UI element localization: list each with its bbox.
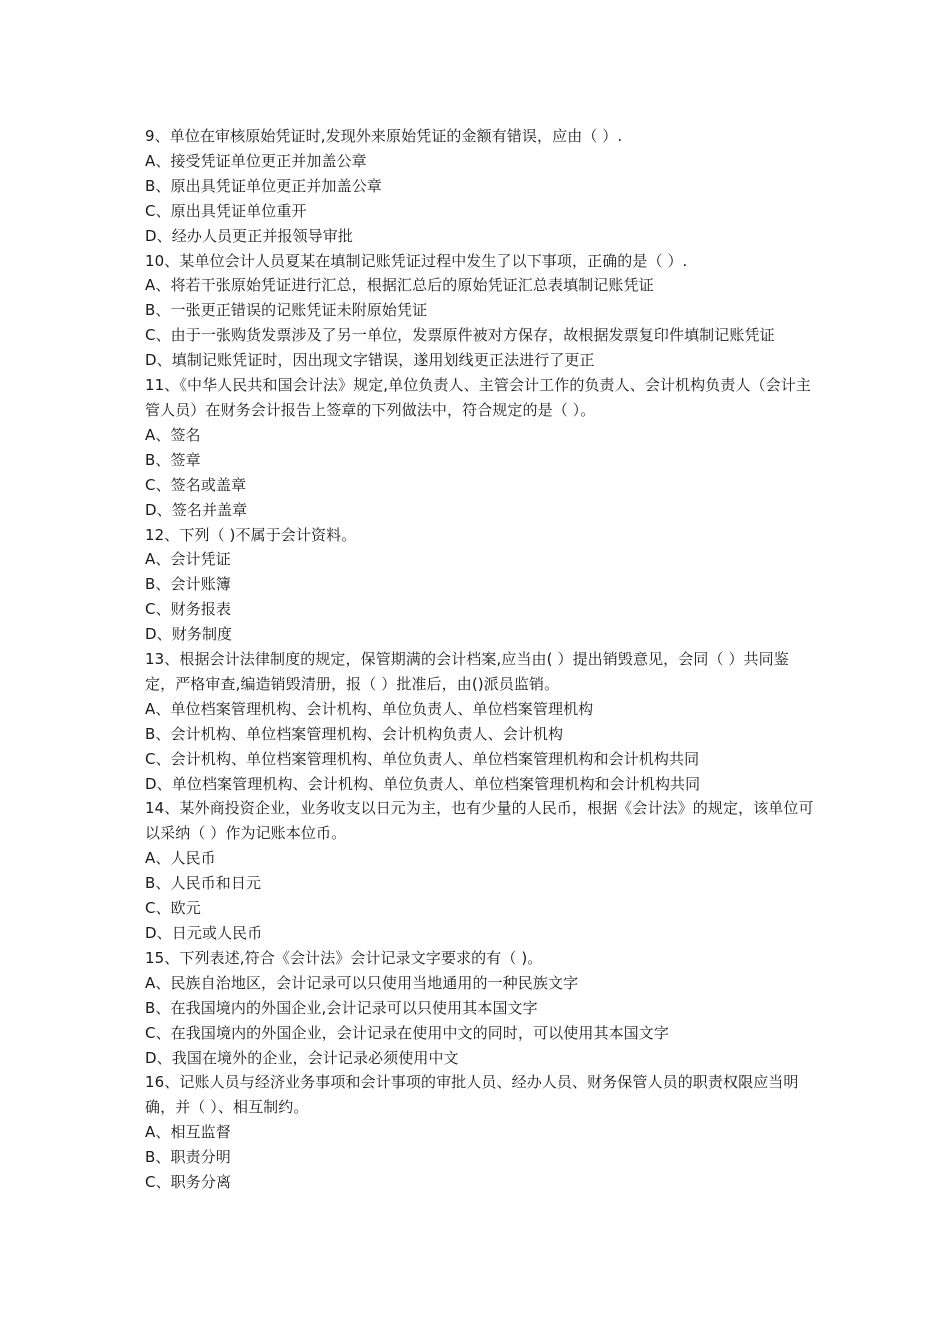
option-a: A、单位档案管理机构、会计机构、单位负责人、单位档案管理机构 (145, 699, 594, 718)
option-d: D、我国在境外的企业，会计记录必须使用中文 (145, 1048, 459, 1067)
option-c: C、在我国境内的外国企业，会计记录在使用中文的同时，可以使用其本国文字 (145, 1023, 669, 1042)
option-b: B、一张更正错误的记账凭证未附原始凭证 (145, 301, 428, 320)
option-a: A、将若干张原始凭证进行汇总，根据汇总后的原始凭证汇总表填制记账凭证 (145, 276, 654, 295)
question-list (145, 124, 817, 1195)
question-14 (145, 796, 817, 945)
option-d: D、填制记账凭证时，因出现文字错误，遂用划线更正法进行了更正 (145, 351, 595, 370)
question-stem: 14、某外商投资企业，业务收支以日元为主，也有少量的人民币，根据《会计法》的规定，该单位可以采纳（ ）作为记账本位币。 (145, 799, 814, 843)
question-12 (145, 523, 817, 648)
option-b: B、会计账簿 (145, 575, 231, 594)
option-a: A、接受凭证单位更正并加盖公章 (145, 151, 367, 170)
option-c: C、职务分离 (145, 1173, 232, 1192)
question-stem: 13、根据会计法律制度的规定，保管期满的会计档案,应当由( ）提出销毁意见，会同（ ）共同鉴定，严格审查,编造销毁清册，报（ ）批准后，由()派员监销。 (145, 650, 789, 693)
option-b: B、人民币和日元 (145, 874, 262, 893)
option-a: A、人民币 (145, 849, 216, 868)
question-11 (145, 373, 817, 522)
question-15 (145, 946, 817, 1071)
option-a: A、签名 (145, 425, 201, 444)
question-stem: 10、某单位会计人员夏某在填制记账凭证过程中发生了以下事项，正确的是（ ）. (145, 251, 688, 270)
option-d: D、单位档案管理机构、会计机构、单位负责人、单位档案管理机构和会计机构共同 (145, 774, 701, 793)
option-c: C、签名或盖章 (145, 475, 247, 494)
question-stem: 16、记账人员与经济业务事项和会计事项的审批人员、经办人员、财务保管人员的职责权限应当明确，并（ ）、相互制约。 (145, 1073, 799, 1117)
option-b: B、会计机构、单位档案管理机构、会计机构负责人、会计机构 (145, 724, 564, 743)
question-10 (145, 249, 817, 374)
option-d: D、经办人员更正并报领导审批 (145, 226, 353, 245)
question-stem: 11、《中华人民共和国会计法》规定,单位负责人、主管会计工作的负责人、会计机构负责人（会计主管人员）在财务会计报告上签章的下列做法中，符合规定的是（ ）。 (145, 376, 811, 419)
option-b: B、在我国境内的外国企业,会计记录可以只使用其本国文字 (145, 998, 538, 1017)
option-a: A、民族自治地区，会计记录可以只使用当地通用的一种民族文字 (145, 973, 579, 992)
option-b: B、职责分明 (145, 1148, 231, 1167)
option-b: B、原出具凭证单位更正并加盖公章 (145, 176, 382, 195)
option-c: C、会计机构、单位档案管理机构、单位负责人、单位档案管理机构和会计机构共同 (145, 749, 700, 768)
question-9 (145, 124, 817, 249)
option-a: A、相互监督 (145, 1123, 231, 1142)
option-a: A、会计凭证 (145, 550, 231, 569)
question-13 (145, 647, 817, 796)
option-c: C、财务报表 (145, 600, 232, 619)
option-d: D、签名并盖章 (145, 500, 248, 519)
question-16 (145, 1070, 817, 1195)
option-d: D、财务制度 (145, 625, 233, 644)
option-c: C、原出具凭证单位重开 (145, 201, 307, 220)
question-stem: 15、下列表述,符合《会计法》会计记录文字要求的有（ )。 (145, 948, 543, 967)
option-b: B、签章 (145, 450, 201, 469)
question-stem: 12、下列（ )不属于会计资料。 (145, 525, 357, 544)
option-d: D、日元或人民币 (145, 924, 263, 942)
question-stem: 9、单位在审核原始凭证时,发现外来原始凭证的金额有错误，应由（ ）. (145, 127, 623, 145)
option-c: C、由于一张购货发票涉及了另一单位，发票原件被对方保存，故根据发票复印件填制记账凭证 (145, 326, 775, 345)
option-c: C、欧元 (145, 899, 201, 918)
